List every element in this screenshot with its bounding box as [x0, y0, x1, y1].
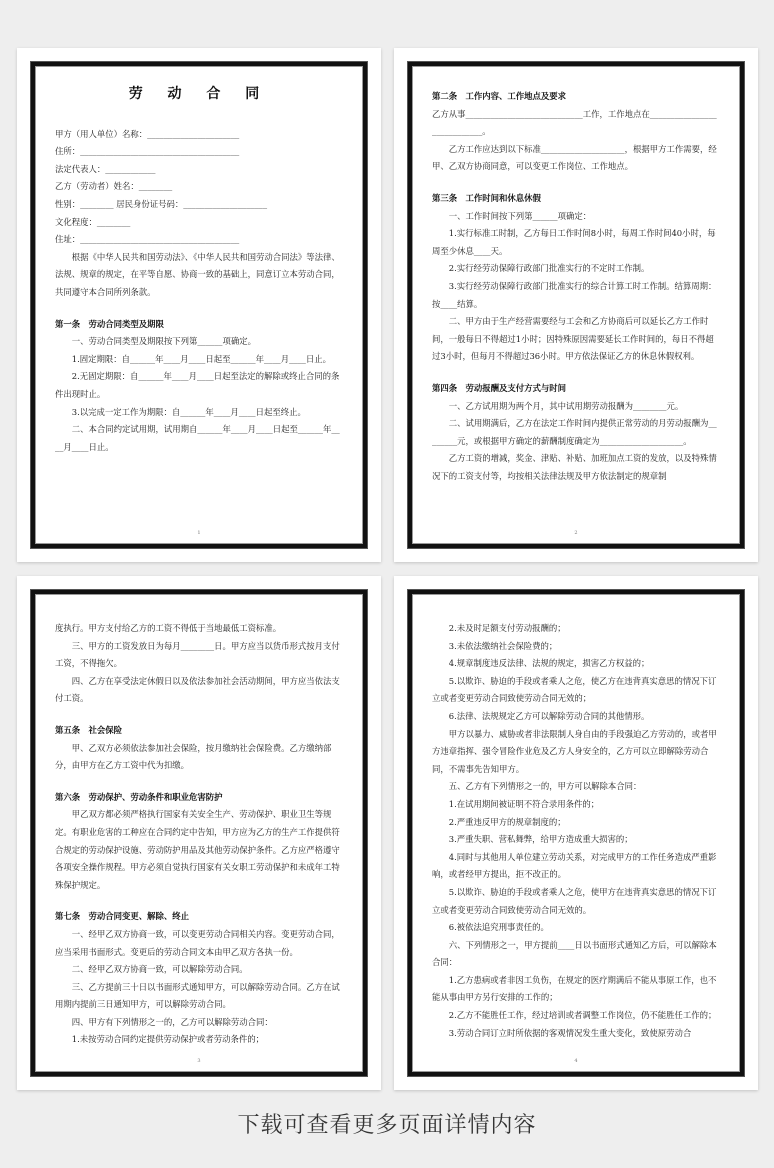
- clause-paragraph: 3.以完成一定工作为期限：自______年____月____日起至终止。: [55, 406, 306, 417]
- gender-id-field: 性别：________ 居民身份证号码：____________________: [55, 198, 268, 209]
- preamble-paragraph: 根据《中华人民共和国劳动法》、《中华人民共和国劳动合同法》等法律、法规、规章的规定，在平等自愿、协商一致的基础上，同意订立本劳动合同，共同遵守本合同所列条款。: [55, 251, 340, 297]
- download-caption: 下载可查看更多页面详情内容: [237, 1113, 537, 1138]
- clause-paragraph: 一、劳动合同类型及期限按下列第______项确定。: [55, 336, 256, 347]
- clause-paragraph: 2.严重违反甲方的规章制度的；: [432, 816, 566, 827]
- party-a-address-field: 住所：______________________________________: [55, 146, 240, 157]
- education-field: 文化程度：________: [55, 216, 131, 227]
- clause-paragraph: 二、甲方由于生产经营需要经与工会和乙方协商后可以延长乙方工作时间，一般每日不得超过1小时；因特殊原因需要延长工作时间的，每日不得超过3小时，但每月不得超过36小时。甲方依法保证乙方的休息休假权利。: [432, 316, 714, 362]
- clause-paragraph: 4.同时与其他用人单位建立劳动关系，对完成甲方的工作任务造成严重影响，或者经甲方提出，拒不改正的。: [432, 851, 717, 880]
- article-heading: 第五条 社会保险: [55, 724, 122, 735]
- clause-paragraph: 3.严重失职、营私舞弊，给甲方造成重大损害的；: [432, 834, 633, 845]
- party-b-name-field: 乙方（劳动者）姓名：________: [55, 181, 173, 192]
- clause-paragraph: 一、经甲乙双方协商一致，可以变更劳动合同相关内容。变更劳动合同，应当采用书面形式。变更后的劳动合同文本由甲乙双方各执一份。: [55, 928, 340, 957]
- clause-paragraph: 二、经甲乙双方协商一致，可以解除劳动合同。: [55, 964, 248, 975]
- page-content: [55, 74, 343, 536]
- clause-paragraph: 一、工作时间按下列第______项确定：: [432, 210, 592, 221]
- article-heading: 第三条 工作时间和休息休假: [432, 192, 541, 203]
- article-heading: 第一条 劳动合同类型及期限: [55, 318, 164, 329]
- page-number: 1: [197, 530, 201, 536]
- article-heading: 第四条 劳动报酬及支付方式与时间: [432, 382, 566, 393]
- clause-paragraph: 1.未按劳动合同约定提供劳动保护或者劳动条件的；: [55, 1034, 264, 1045]
- clause-paragraph: 3.实行经劳动保障行政部门批准实行的综合计算工时工作制。结算周期：按____结算。: [432, 280, 717, 309]
- document-page-3: [17, 576, 381, 1090]
- clause-paragraph: 三、甲方的工资发放日为每月________日。甲方应当以货币形式按月支付工资，不得拖欠。: [55, 640, 340, 669]
- clause-paragraph: 6.被依法追究刑事责任的。: [432, 922, 549, 933]
- page-number: 3: [197, 1058, 201, 1064]
- article-heading: 第二条 工作内容、工作地点及要求: [432, 91, 566, 101]
- document-title: 劳 动 合 同: [128, 86, 270, 102]
- page-content: [432, 78, 720, 536]
- clause-paragraph: 6.法律、法规规定乙方可以解除劳动合同的其他情形。: [432, 710, 650, 721]
- article-heading: 第七条 劳动合同变更、解除、终止: [55, 911, 189, 922]
- clause-paragraph: 2.乙方不能胜任工作，经过培训或者调整工作岗位，仍不能胜任工作的；: [432, 1010, 717, 1021]
- clause-paragraph: 甲、乙双方必须依法参加社会保险，按月缴纳社会保险费。乙方缴纳部分，由甲方在乙方工资中代为扣缴。: [55, 742, 332, 771]
- clause-paragraph: 1.在试用期间被证明不符合录用条件的；: [432, 798, 600, 809]
- clause-paragraph: 3.劳动合同订立时所依据的客观情况发生重大变化，致使原劳动合: [432, 1027, 692, 1038]
- clause-paragraph: 5.以欺诈、胁迫的手段或者乘人之危，使甲方在违背真实意思的情况下订立或者变更劳动合同致使劳动合同无效的。: [432, 886, 717, 915]
- clause-paragraph: 4.规章制度违反法律、法规的规定，损害乙方权益的；: [432, 658, 650, 669]
- clause-paragraph: 乙方工作应达到以下标准____________________，根据甲方工作需要，经甲、乙双方协商同意，可以变更工作岗位、工作地点。: [432, 143, 717, 172]
- clause-paragraph: 1.乙方患病或者非因工负伤，在规定的医疗期满后不能从事原工作，也不能从事由甲方另行安排的工作的；: [432, 974, 717, 1003]
- clause-paragraph: 六、下列情形之一，甲方提前____日以书面形式通知乙方后，可以解除本合同：: [432, 939, 717, 968]
- clause-paragraph: 度执行。甲方支付给乙方的工资不得低于当地最低工资标准。: [55, 623, 282, 633]
- clause-paragraph: 甲乙双方都必须严格执行国家有关安全生产、劳动保护、职业卫生等规定。有职业危害的工种应在合同约定中告知，甲方应为乙方的生产工作提供符合规定的劳动保护设施、劳动防护用品及其他劳动保护条件。乙方应严格遵守各项安全操作规程。甲方必须自觉执行国家有关女职工劳动保护和未成年工特殊保护规定。: [55, 809, 340, 890]
- document-page-2: [394, 48, 758, 562]
- clause-paragraph: 1.固定期限：自______年____月____日起至______年____月____日止。: [55, 353, 331, 364]
- clause-paragraph: 一、乙方试用期为两个月，其中试用期劳动报酬为________元。: [432, 400, 684, 411]
- clause-paragraph: 四、乙方在享受法定休假日以及依法参加社会活动期间，甲方应当依法支付工资。: [55, 675, 340, 704]
- document-page-1: [17, 48, 381, 562]
- clause-paragraph: 5.以欺诈、胁迫的手段或者乘人之危，使乙方在违背真实意思的情况下订立或者变更劳动合同致使劳动合同无效的；: [432, 675, 717, 704]
- party-b-address-field: 住址：______________________________________: [55, 234, 240, 245]
- clause-paragraph: 2.无固定期限：自______年____月____日起至法定的解除或终止合同的条件出现时止。: [55, 371, 340, 399]
- clause-paragraph: 2.实行经劳动保障行政部门批准实行的不定时工作制。: [432, 263, 650, 274]
- clause-paragraph: 三、乙方提前三十日以书面形式通知甲方，可以解除劳动合同。乙方在试用期内提前三日通知甲方，可以解除劳动合同。: [55, 981, 340, 1010]
- document-page-4: [394, 576, 758, 1090]
- clause-paragraph: 甲方以暴力、威胁或者非法限制人身自由的手段强迫乙方劳动的，或者甲方违章指挥、强令冒险作业危及乙方人身安全的，乙方可以立即解除劳动合同，不需事先告知甲方。: [432, 728, 717, 774]
- clause-paragraph: 四、甲方有下列情形之一的，乙方可以解除劳动合同：: [55, 1016, 273, 1027]
- clause-paragraph: 乙方从事____________________________工作，工作地点在____________________________。: [432, 108, 717, 137]
- clause-paragraph: 3.未依法缴纳社会保险费的；: [432, 640, 558, 651]
- article-heading: 第六条 劳动保护、劳动条件和职业危害防护: [55, 791, 223, 802]
- party-a-name-field: 甲方（用人单位）名称：______________________: [55, 128, 240, 139]
- page-number: 2: [574, 530, 578, 536]
- clause-paragraph: 五、乙方有下列情形之一的，甲方可以解除本合同：: [432, 781, 642, 792]
- clause-paragraph: 乙方工资的增减，奖金、津贴、补贴、加班加点工资的发放，以及特殊情况下的工资支付等，均按相关法律法规及甲方依法制定的规章制: [432, 453, 717, 481]
- page-content: [55, 620, 343, 1064]
- clause-paragraph: 2.未及时足额支付劳动报酬的；: [432, 623, 566, 633]
- clause-paragraph: 二、本合同约定试用期，试用期自______年____月____日起至______年____月____日止。: [55, 424, 340, 452]
- clause-paragraph: 1.实行标准工时制，乙方每日工作时间8小时，每周工作时间40小时，每周至少休息____天。: [432, 228, 716, 256]
- page-number: 4: [574, 1058, 578, 1064]
- legal-representative-field: 法定代表人：____________: [55, 163, 156, 174]
- page-content: [432, 620, 720, 1064]
- clause-paragraph: 二、试用期满后，乙方在法定工作时间内提供正常劳动的月劳动报酬为________元，或根据甲方确定的薪酬制度确定为____________________。: [432, 418, 717, 446]
